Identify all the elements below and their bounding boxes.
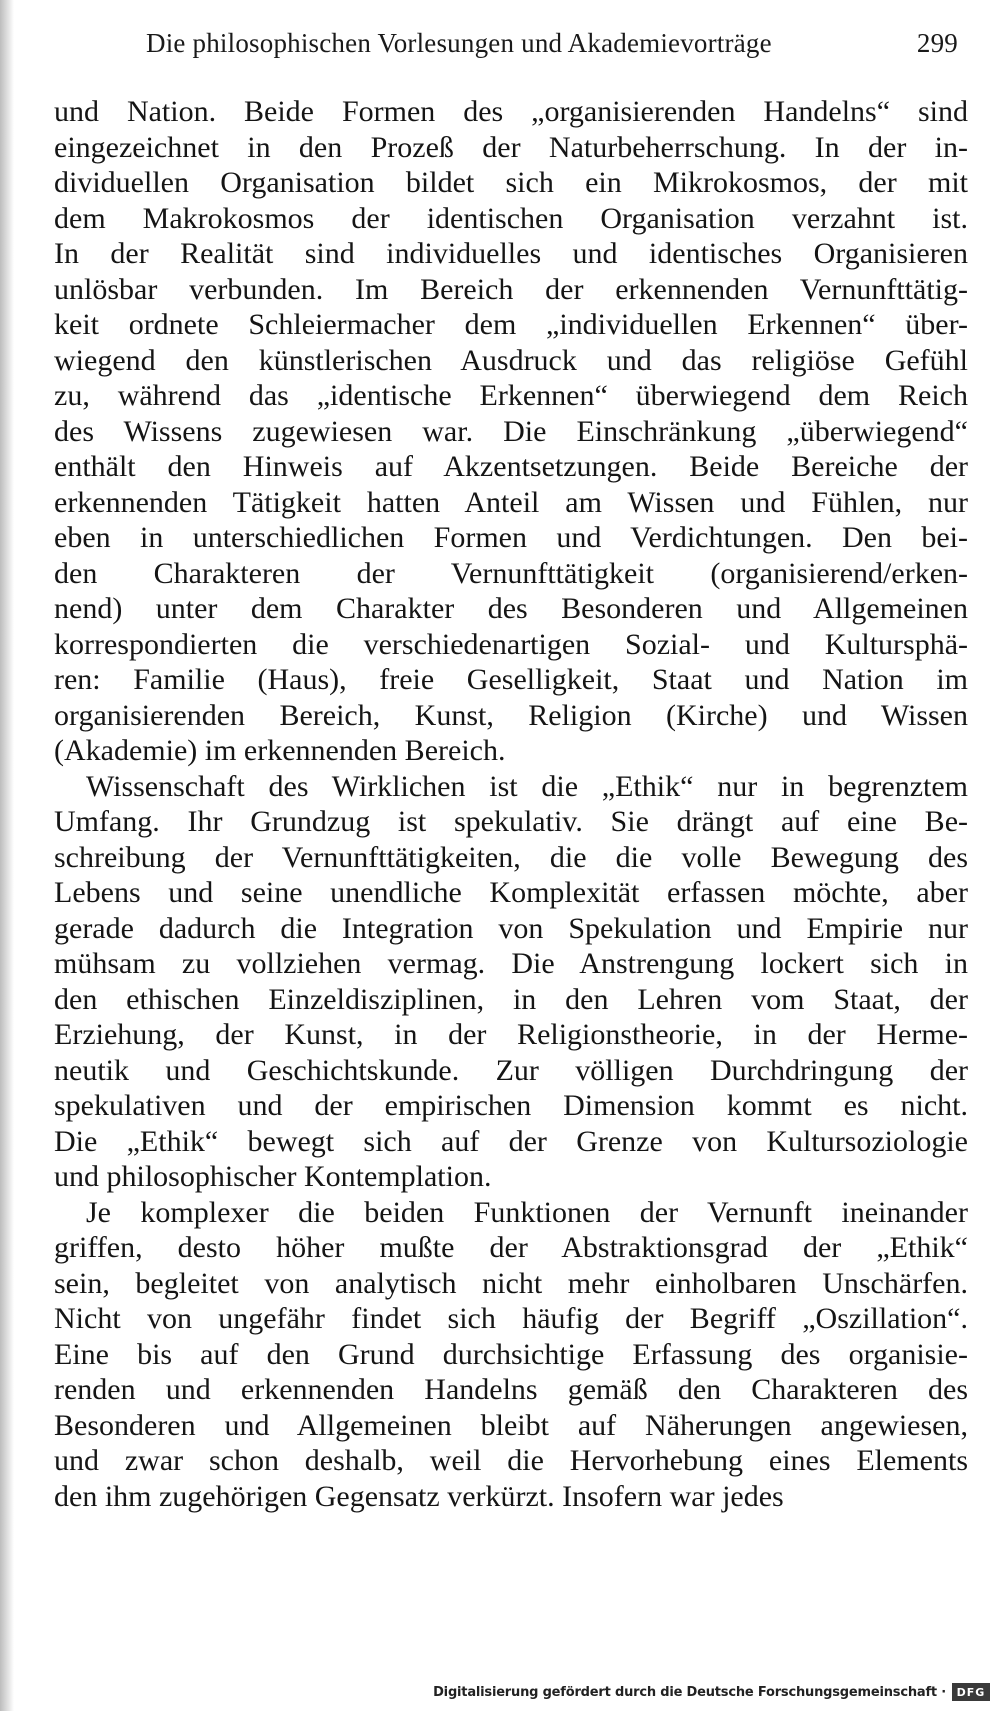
text-line: renden und erkennenden Handelns gemäß den Charakteren des — [54, 1373, 968, 1406]
running-head — [146, 28, 958, 59]
text-line: zu, während das „identische Erkennen“ überwiegend dem Reich — [54, 379, 968, 412]
text-line: neutik und Geschichtskunde. Zur völligen Durchdringung der — [54, 1053, 968, 1087]
running-head-title: Die philosophischen Vorlesungen und Akademievorträge — [146, 28, 772, 58]
text-line: und Nation. Beide Formen des „organisierenden Handelns“ sind — [54, 95, 968, 128]
text-line: griffen, desto höher mußte der Abstraktionsgrad der „Ethik“ — [54, 1231, 968, 1264]
paragraph — [54, 94, 968, 769]
text-line: schreibung der Vernunfttätigkeiten, die die volle Bewegung des — [54, 840, 968, 874]
text-line: Lebens und seine unendliche Komplexität erfassen möchte, aber — [54, 876, 968, 909]
text-line: den Charakteren der Vernunfttätigkeit (organisierend/erken- — [54, 556, 968, 590]
text-line: erkennenden Tätigkeit hatten Anteil am Wissen und Fühlen, nur — [54, 485, 968, 519]
text-line: eingezeichnet in den Prozeß der Naturbeherrschung. In der in- — [54, 130, 968, 164]
text-line: Die „Ethik“ bewegt sich auf der Grenze von Kultursoziologie — [54, 1124, 968, 1158]
text-line: ren: Familie (Haus), freie Geselligkeit, Staat und Nation im — [54, 663, 968, 696]
text-line: des Wissens zugewiesen war. Die Einschränkung „überwiegend“ — [54, 414, 968, 448]
text-line: eben in unterschiedlichen Formen und Verdichtungen. Den bei- — [54, 521, 968, 554]
text-line: Eine bis auf den Grund durchsichtige Erfassung des organisie- — [54, 1337, 968, 1371]
paragraph — [54, 1195, 968, 1515]
text-line: In der Realität sind individuelles und identisches Organisieren — [54, 237, 968, 270]
text-line: Umfang. Ihr Grundzug ist spekulativ. Sie drängt auf eine Be- — [54, 805, 968, 838]
body-text — [54, 94, 968, 1514]
text-line: enthält den Hinweis auf Akzentsetzungen. Beide Bereiche der — [54, 450, 968, 483]
text-line: wiegend den künstlerischen Ausdruck und das religiöse Gefühl — [54, 343, 968, 377]
text-line: (Akademie) im erkennenden Bereich. — [54, 734, 506, 767]
text-line: und philosophischer Kontemplation. — [54, 1160, 492, 1193]
text-line: korrespondierten die verschiedenartigen Sozial- und Kultursphä- — [54, 627, 968, 661]
dfg-logo-icon: DFG — [952, 1683, 990, 1701]
text-line: Nicht von ungefähr findet sich häufig der Begriff „Oszillation“. — [54, 1302, 968, 1335]
text-line: gerade dadurch die Integration von Spekulation und Empirie nur — [54, 911, 968, 945]
digitization-footer — [433, 1679, 990, 1705]
text-line: keit ordnete Schleiermacher dem „individuellen Erkennen“ über- — [54, 308, 968, 341]
text-line: den ethischen Einzeldisziplinen, in den Lehren vom Staat, der — [54, 982, 968, 1016]
text-line: Besonderen und Allgemeinen bleibt auf Näherungen angewiesen, — [54, 1408, 968, 1442]
text-line: organisierenden Bereich, Kunst, Religion (Kirche) und Wissen — [54, 698, 968, 732]
text-line: Je komplexer die beiden Funktionen der Vernunft ineinander — [86, 1195, 968, 1229]
text-line: spekulativen und der empirischen Dimension kommt es nicht. — [54, 1089, 968, 1122]
page-number: 299 — [916, 28, 958, 58]
text-line: nend) unter dem Charakter des Besonderen und Allgemeinen — [54, 592, 968, 625]
text-line: unlösbar verbunden. Im Bereich der erkennenden Vernunfttätig- — [54, 272, 968, 306]
text-line: und zwar schon deshalb, weil die Hervorhebung eines Elements — [54, 1444, 968, 1477]
book-spine-shadow — [0, 0, 14, 1711]
text-line: dem Makrokosmos der identischen Organisation verzahnt ist. — [54, 201, 968, 235]
paragraph — [54, 769, 968, 1195]
text-line: den ihm zugehörigen Gegensatz verkürzt. Insofern war jedes — [54, 1479, 784, 1513]
text-line: sein, begleitet von analytisch nicht mehr einholbaren Unschärfen. — [54, 1266, 968, 1300]
text-line: dividuellen Organisation bildet sich ein Mikrokosmos, der mit — [54, 166, 968, 199]
text-line: Erziehung, der Kunst, in der Religionstheorie, in der Herme- — [54, 1018, 968, 1051]
footer-credit: Digitalisierung gefördert durch die Deutsche Forschungsgemeinschaft · — [433, 1684, 946, 1700]
text-line: Wissenschaft des Wirklichen ist die „Ethik“ nur in begrenztem — [86, 769, 968, 803]
text-line: mühsam zu vollziehen vermag. Die Anstrengung lockert sich in — [54, 947, 968, 980]
